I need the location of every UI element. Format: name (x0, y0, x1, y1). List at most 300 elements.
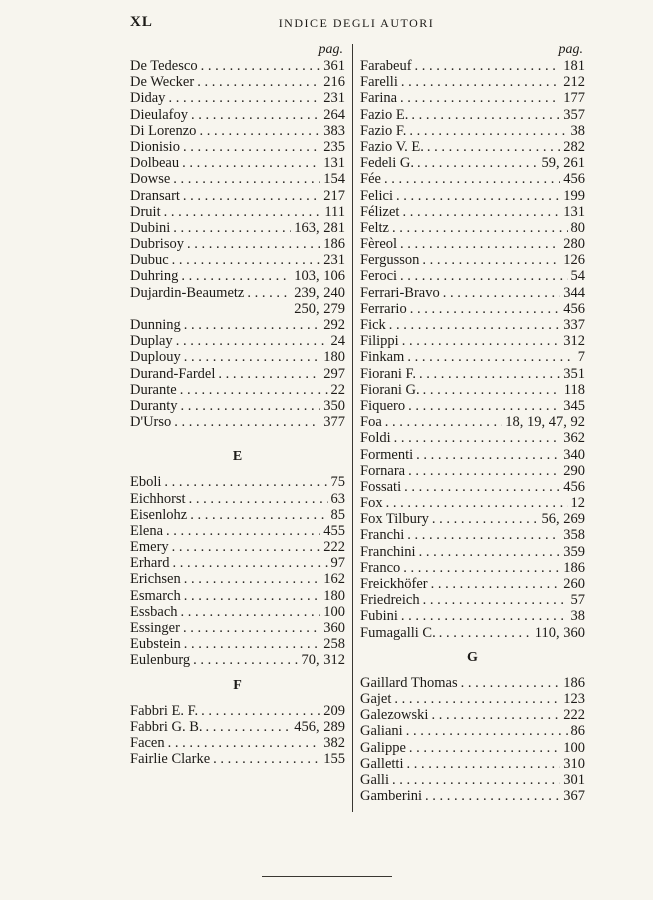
dot-leader (415, 58, 561, 74)
dot-leader (201, 58, 321, 74)
author-name: Ferrario (360, 300, 407, 317)
section-letter-e: E (232, 449, 243, 465)
page-refs: 351 (563, 365, 585, 382)
index-entry (130, 491, 345, 507)
page-refs: 235 (323, 138, 345, 155)
index-entry (360, 74, 585, 90)
index-entry (360, 707, 585, 723)
dot-leader (394, 430, 561, 446)
index-entry (360, 576, 585, 592)
page-refs: 350 (323, 397, 345, 414)
page-refs: 222 (563, 707, 585, 724)
running-title: INDICE DEGLI AUTORI (278, 16, 435, 30)
dot-leader (461, 675, 561, 691)
dot-leader (172, 555, 327, 571)
dot-leader (174, 414, 320, 430)
dot-leader (182, 155, 320, 171)
dot-leader (409, 123, 567, 139)
page-refs: 258 (323, 636, 345, 653)
page-refs: 181 (563, 58, 585, 74)
page-refs: 362 (563, 430, 585, 447)
page-refs: 110, 360 (534, 624, 585, 641)
index-entry (360, 139, 585, 155)
author-name: Duranty (130, 397, 178, 414)
index-entry (360, 268, 585, 284)
page-refs: 310 (563, 755, 585, 772)
dot-leader (168, 735, 321, 751)
page-refs: 199 (563, 187, 585, 204)
author-name: Formenti (360, 446, 414, 463)
dot-leader (164, 204, 322, 220)
index-entry (130, 588, 345, 604)
index-entry (360, 285, 585, 301)
index-entry (130, 268, 345, 284)
index-entry (360, 204, 585, 220)
page-refs: 180 (323, 349, 345, 366)
page-refs: 70, 312 (301, 652, 345, 669)
page-refs: 162 (323, 571, 345, 588)
dot-leader (166, 523, 320, 539)
index-entry (360, 527, 585, 543)
author-name: Eulenburg (130, 652, 191, 669)
author-name: Duhring (130, 268, 179, 285)
page-refs: 231 (323, 90, 345, 107)
page-refs: 7 (577, 349, 585, 366)
page-refs: 86 (570, 723, 585, 740)
index-entry (360, 220, 585, 236)
dot-leader (400, 90, 560, 106)
dot-leader (408, 398, 560, 414)
author-name: Fiorani F. (360, 365, 417, 382)
page-refs: 239, 240 (294, 284, 345, 301)
author-name: Foa (360, 414, 382, 431)
author-name: Dubuc (130, 252, 169, 269)
dot-leader (443, 285, 561, 301)
dot-leader (392, 772, 560, 788)
page-refs: 312 (563, 333, 585, 350)
page-refs: 367 (563, 788, 585, 805)
right-column (360, 42, 585, 804)
author-name: Franchi (360, 527, 405, 544)
author-name: Essbach (130, 603, 178, 620)
author-name: Galezowski (360, 707, 429, 724)
author-name: Fox Tilbury (360, 511, 429, 528)
index-entry (130, 123, 345, 139)
page-number: XL (130, 14, 153, 30)
author-name: Essinger (130, 620, 180, 636)
page-refs: 131 (563, 203, 585, 220)
page-refs: 290 (563, 462, 585, 479)
index-entry (130, 604, 345, 620)
page-refs: 297 (323, 365, 345, 382)
author-name: Facen (130, 734, 165, 751)
author-name: Fubini (360, 608, 398, 625)
page-refs: 340 (563, 446, 585, 463)
index-entry (130, 220, 345, 236)
page-refs: 222 (323, 539, 345, 556)
index-entry (130, 382, 345, 398)
index-entry (360, 511, 585, 527)
page-refs: 217 (323, 187, 345, 204)
author-name: Erichsen (130, 571, 181, 588)
index-entry (130, 317, 345, 333)
page-refs: 63 (330, 490, 345, 507)
page-refs: 212 (563, 74, 585, 91)
author-name: Fazio V. E. (360, 138, 424, 155)
author-name: Esmarch (130, 587, 181, 604)
author-name: Feroci (360, 268, 398, 285)
author-name: Eubstein (130, 636, 181, 653)
index-entry (360, 414, 585, 430)
dot-leader (197, 74, 320, 90)
index-group-d (130, 58, 345, 430)
author-name: D'Urso (130, 414, 172, 431)
page-refs: 250, 279 (294, 300, 345, 317)
author-name: Fumagalli C. (360, 624, 436, 641)
dot-leader (247, 285, 291, 301)
page-refs: 456, 289 (294, 718, 345, 735)
index-entry (130, 474, 345, 490)
index-entry (130, 620, 345, 636)
author-name: Emery (130, 539, 169, 556)
index-entry (360, 301, 585, 317)
author-name: Gamberini (360, 788, 423, 805)
page-refs: 344 (563, 284, 585, 301)
index-entry (130, 285, 345, 301)
page-refs: 216 (323, 74, 345, 91)
page-refs: 357 (563, 106, 585, 123)
left-column (130, 42, 345, 767)
dot-leader (396, 188, 560, 204)
index-entry (360, 349, 585, 365)
index-entry (360, 252, 585, 268)
dot-leader (422, 252, 560, 268)
dot-leader (213, 751, 320, 767)
dot-leader (181, 604, 321, 620)
index-entry (130, 204, 345, 220)
index-entry (360, 317, 585, 333)
section-letter-g: G (467, 649, 478, 665)
dot-leader (431, 707, 560, 723)
index-entry (130, 171, 345, 187)
dot-leader (180, 382, 328, 398)
page-refs: 131 (323, 155, 345, 172)
dot-leader (402, 333, 561, 349)
dot-leader (407, 756, 561, 772)
dot-leader (191, 107, 320, 123)
page-refs: 455 (323, 522, 345, 539)
author-name: Fabbri E. F. (130, 702, 199, 719)
author-name: Fossati (360, 478, 402, 495)
author-name: Galletti (360, 755, 404, 772)
dot-leader (176, 333, 328, 349)
page-refs: 24 (330, 333, 345, 350)
index-entry (130, 398, 345, 414)
index-entry (360, 188, 585, 204)
index-entry (360, 366, 585, 382)
author-name: Durand-Fardel (130, 365, 216, 382)
index-entry (130, 188, 345, 204)
page-refs: 123 (563, 690, 585, 707)
dot-leader (431, 576, 561, 592)
author-name: Farabeuf (360, 58, 412, 74)
author-name: Fazio E. (360, 106, 409, 123)
page-refs: 383 (323, 122, 345, 139)
index-entry (360, 155, 585, 171)
index-entry (130, 301, 345, 317)
author-name: Finkam (360, 349, 405, 366)
dot-leader (419, 366, 560, 382)
index-entry (360, 625, 585, 641)
page-refs: 456 (563, 478, 585, 495)
author-name: Dransart (130, 187, 180, 204)
page-refs: 12 (570, 495, 585, 512)
pag-label: pag. (318, 42, 343, 57)
index-entry (130, 58, 345, 74)
author-name: Eboli (130, 474, 162, 491)
page-refs: 57 (570, 592, 585, 609)
dot-leader (408, 463, 560, 479)
index-entry (360, 123, 585, 139)
dot-leader (183, 139, 320, 155)
page-refs: 163, 281 (294, 219, 345, 236)
page-refs: 209 (323, 702, 345, 719)
author-name: Fox (360, 495, 383, 512)
dot-leader (409, 740, 560, 756)
dot-leader (173, 171, 320, 187)
page-refs: 280 (563, 236, 585, 253)
page-refs: 186 (323, 236, 345, 253)
index-entry (130, 719, 345, 735)
index-entry (130, 636, 345, 652)
author-name: Farina (360, 90, 398, 107)
index-entry (360, 592, 585, 608)
dot-leader (386, 495, 568, 511)
page-refs: 54 (570, 268, 585, 285)
page-refs: 456 (563, 171, 585, 188)
dot-leader (402, 204, 560, 220)
author-name: Fèreol (360, 236, 398, 253)
page-refs: 75 (330, 474, 345, 491)
author-name: Farelli (360, 74, 398, 91)
author-name: Fée (360, 171, 381, 188)
author-name: Durante (130, 381, 177, 398)
page-refs: 126 (563, 252, 585, 269)
author-name: Elena (130, 522, 164, 539)
index-entry (130, 539, 345, 555)
dot-leader (184, 317, 321, 333)
page-refs: 59, 261 (541, 155, 585, 172)
index-entry (360, 171, 585, 187)
dot-leader (439, 625, 532, 641)
index-entry (130, 523, 345, 539)
page-refs: 377 (323, 414, 345, 431)
index-entry (360, 788, 585, 804)
index-entry (360, 382, 585, 398)
index-entry (130, 751, 345, 767)
index-entry (360, 236, 585, 252)
author-name: Galiani (360, 723, 403, 740)
page-refs: 456 (563, 300, 585, 317)
dot-leader (193, 652, 298, 668)
page-refs: 18, 19, 47, 92 (505, 414, 585, 431)
page-refs: 292 (323, 317, 345, 333)
index-entry (360, 107, 585, 123)
dot-leader (384, 171, 560, 187)
dot-leader (199, 123, 320, 139)
index-entry (360, 495, 585, 511)
author-name: Gaillard Thomas (360, 674, 458, 691)
index-entry (360, 544, 585, 560)
dot-leader (423, 592, 568, 608)
page-refs: 22 (330, 381, 345, 398)
index-entry (130, 414, 345, 430)
footer-rule (262, 876, 392, 877)
author-name: Félizet (360, 203, 400, 220)
dot-leader (410, 301, 561, 317)
author-name: Fiquero (360, 397, 406, 414)
author-name: Franchini (360, 543, 416, 560)
dot-leader (190, 507, 327, 523)
index-entry (130, 571, 345, 587)
author-name: Felici (360, 187, 394, 204)
page-refs: 361 (323, 58, 345, 74)
index-entry (130, 703, 345, 719)
author-name: Gajet (360, 690, 392, 707)
index-entry (360, 479, 585, 495)
index-entry (360, 756, 585, 772)
author-name: Duplay (130, 333, 173, 350)
index-entry (130, 555, 345, 571)
author-name: Dubini (130, 219, 171, 236)
author-name: Dolbeau (130, 155, 180, 172)
author-name: Fiorani G. (360, 381, 420, 398)
dot-leader (201, 703, 320, 719)
author-name: Fabbri G. B. (130, 718, 203, 735)
page-refs: 38 (570, 122, 585, 139)
author-name: Feltz (360, 219, 389, 236)
dot-leader (401, 608, 568, 624)
page-refs: 100 (563, 739, 585, 756)
dot-leader (181, 398, 321, 414)
page-refs: 359 (563, 543, 585, 560)
index-entry (360, 723, 585, 739)
author-name: Diday (130, 90, 166, 107)
author-name: Duplouy (130, 349, 181, 366)
page-refs: 186 (563, 559, 585, 576)
author-name: Dowse (130, 171, 171, 188)
dot-leader (184, 636, 321, 652)
dot-leader (184, 349, 321, 365)
author-name: Fedeli G. (360, 155, 414, 172)
dot-leader (400, 236, 560, 252)
author-name: Eichhorst (130, 490, 186, 507)
author-name: Dunning (130, 317, 181, 333)
index-entry (130, 74, 345, 90)
author-name: Eisenlohz (130, 506, 188, 523)
author-name: Filippi (360, 333, 399, 350)
index-entry (130, 90, 345, 106)
page-refs: 231 (323, 252, 345, 269)
page-refs: 337 (563, 317, 585, 333)
author-name: Foldi (360, 430, 391, 447)
page-refs: 382 (323, 734, 345, 751)
index-entry (360, 90, 585, 106)
page-header (130, 14, 583, 34)
index-entry (360, 398, 585, 414)
author-name: Druit (130, 203, 161, 220)
index-entry (130, 333, 345, 349)
index-group-f-cont (360, 58, 585, 641)
index-entry (130, 366, 345, 382)
dot-leader (432, 511, 539, 527)
page-refs: 358 (563, 527, 585, 544)
author-name: Fairlie Clarke (130, 751, 211, 768)
dot-leader (425, 788, 560, 804)
dot-leader (181, 268, 291, 284)
index-entry (360, 58, 585, 74)
author-name: Dubrisoy (130, 236, 184, 253)
dot-leader (411, 107, 560, 123)
dot-leader (401, 74, 560, 90)
author-name: Franco (360, 559, 401, 576)
index-entry (130, 735, 345, 751)
dot-leader (168, 90, 320, 106)
page-refs: 264 (323, 106, 345, 123)
index-group-g (360, 675, 585, 805)
page-refs: 186 (563, 674, 585, 691)
author-name: Di Lorenzo (130, 122, 197, 139)
author-name: Dujardin-Beaumetz (130, 284, 245, 301)
index-entry (360, 675, 585, 691)
dot-leader (394, 691, 560, 707)
index-entry (360, 430, 585, 446)
pag-label: pag. (558, 42, 583, 57)
dot-leader (407, 527, 560, 543)
author-name: Fazio F. (360, 122, 407, 139)
page-refs: 103, 106 (294, 268, 345, 285)
dot-leader (400, 268, 567, 284)
index-entry (130, 349, 345, 365)
page-refs: 118 (563, 381, 585, 398)
index-group-f (130, 703, 345, 768)
dot-leader (172, 252, 321, 268)
page-refs: 80 (570, 219, 585, 236)
author-name: Erhard (130, 555, 170, 572)
page-refs: 100 (323, 603, 345, 620)
index-entry (130, 139, 345, 155)
author-name: Galli (360, 771, 389, 788)
dot-leader (416, 447, 560, 463)
index-entry (130, 107, 345, 123)
dot-leader (184, 571, 321, 587)
dot-leader (403, 560, 560, 576)
dot-leader (173, 220, 291, 236)
index-entry (360, 691, 585, 707)
dot-leader (183, 620, 320, 636)
author-name: Dieulafoy (130, 106, 188, 123)
dot-leader (187, 236, 320, 252)
author-name: Freickhöfer (360, 576, 428, 592)
dot-leader (385, 414, 503, 430)
page-refs: 301 (563, 771, 585, 788)
index-entry (130, 252, 345, 268)
page-refs: 97 (330, 555, 345, 572)
dot-leader (427, 139, 560, 155)
dot-leader (172, 539, 321, 555)
index-entry (130, 652, 345, 668)
index-entry (360, 333, 585, 349)
